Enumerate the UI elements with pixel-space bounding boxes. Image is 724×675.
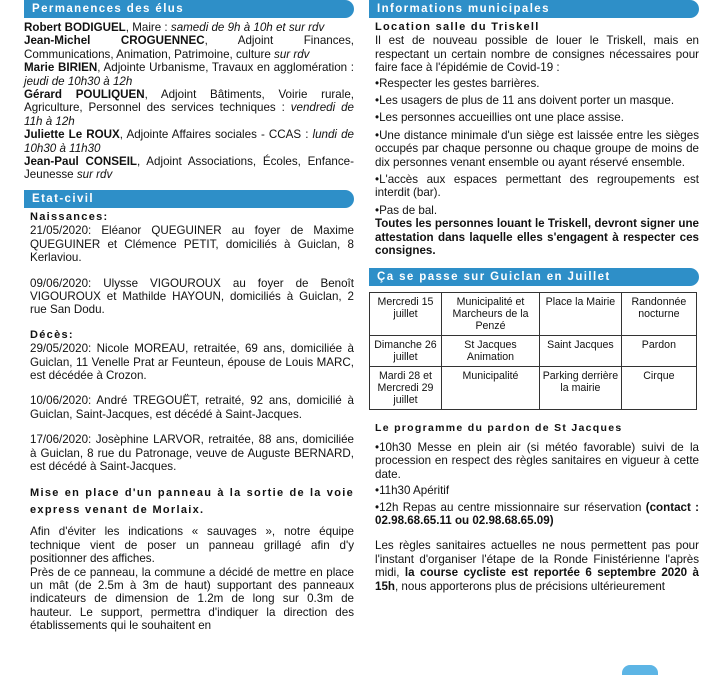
elu-schedule: sur rdv bbox=[274, 47, 310, 61]
panneau-paragraph-1: Afin d'éviter les indications « sauvages », notre équipe technique vient de poser un panneau grillagé afin d'y positionner des affiches. bbox=[30, 525, 354, 566]
deces-entry: 17/06/2020: Josèphine LARVOR, retraitée, 88 ans, domiciliée à Guiclan, 8 rue du Patronage, veuve de Auguste BERNARD, est décédé à Saint-Jacques. bbox=[30, 433, 354, 473]
naissances-heading: Naissances: bbox=[30, 210, 109, 223]
table-cell: Mercredi 15 juillet bbox=[370, 292, 442, 335]
deces-heading: Décès: bbox=[30, 328, 74, 341]
table-cell: Parking derrière la mairie bbox=[540, 366, 622, 409]
elu-schedule: lundi de 10h30 à 11h30 bbox=[24, 128, 354, 155]
table-row bbox=[370, 366, 697, 409]
elu-role: , Adjoint Bâtiments, Voirie rurale, Agriculture, Personnel des services techniques : bbox=[24, 88, 354, 115]
pardon-content bbox=[369, 422, 699, 593]
pardon-item: •11h30 Apéritif bbox=[375, 484, 450, 498]
permanence-entry bbox=[24, 155, 354, 182]
table-cell: St Jacques Animation bbox=[441, 335, 539, 366]
bullet-icon: • bbox=[375, 484, 380, 498]
pardon-item: •12h Repas au centre missionnaire sur réservation (contact : 02.98.68.65.11 ou 02.98.68.65.09) bbox=[375, 500, 699, 527]
elu-schedule: jeudi de 10h30 à 12h bbox=[24, 74, 133, 88]
table-cell: Place la Mairie bbox=[540, 292, 622, 335]
elu-name: Gérard POULIQUEN bbox=[24, 88, 145, 102]
permanence-entry bbox=[24, 128, 354, 155]
bullet-icon: • bbox=[375, 440, 380, 454]
table-cell: Mardi 28 et Mercredi 29 juillet bbox=[370, 366, 442, 409]
location-intro: Il est de nouveau possible de louer le Triskell, mais en respectant un certain nombre de consignes nécessaires pour faire face à l'épidémie de Covid-19 : bbox=[375, 34, 699, 75]
deces-entry: 29/05/2020: Nicole MOREAU, retraitée, 69 ans, domiciliée à Guiclan, 11 Venelle Prat ar Feunteun, épouse de Louis MARC, est décédée à Crozon. bbox=[30, 342, 354, 382]
pardon-contact: (contact : 02.98.68.65.11 ou 02.98.68.65.09) bbox=[375, 500, 699, 527]
juillet-banner: Ça se passe sur Guiclan en Juillet bbox=[369, 268, 699, 286]
juillet-events-table bbox=[369, 292, 697, 410]
panneau-heading: Mise en place d'un panneau à la sortie de la voie express venant de Morlaix. bbox=[30, 487, 354, 517]
etat-civil-banner: Etat-civil bbox=[24, 190, 354, 208]
triskell-notice: Toutes les personnes louant le Triskell, devront signer une attestation dans laquelle elles s'engagent à respecter ces consignes. bbox=[375, 217, 699, 258]
elu-schedule: samedi de 9h à 10h et sur rdv bbox=[170, 21, 325, 34]
permanence-entry bbox=[24, 88, 354, 128]
panneau-paragraph-2: Près de ce panneau, la commune a décidé de mettre en place un mât (de 2.5m à 3m de haut) supportant des panneaux indicateurs de dimension de 1.2m de long sur 0.3m de hauteur. Le support, permettra d'indiquer la direction des établissements qui le souhaitent en bbox=[30, 565, 354, 633]
infos-banner: Informations municipales bbox=[369, 0, 699, 18]
table-cell: Randonnée nocturne bbox=[621, 292, 696, 335]
elu-name: Jean-Michel CROGUENNEC bbox=[24, 34, 205, 48]
permanences-list bbox=[24, 21, 354, 182]
table-row bbox=[370, 335, 697, 366]
elu-name: Robert BODIGUEL bbox=[24, 21, 126, 34]
table-cell: Saint Jacques bbox=[540, 335, 622, 366]
right-column bbox=[369, 0, 699, 593]
elu-schedule: sur rdv bbox=[76, 168, 113, 182]
elu-role: , Adjoint Associations, Écoles, Enfance-Jeunesse bbox=[24, 155, 354, 182]
left-column bbox=[24, 0, 354, 633]
pardon-item: •10h30 Messe en plein air (si météo favorable) suivi de la procession en respect des règles sanitaires en vigueur à cette date. bbox=[375, 440, 699, 481]
elu-name: Marie BIRIEN bbox=[24, 61, 98, 75]
table-cell: Municipalité et Marcheurs de la Penzé bbox=[441, 292, 539, 335]
list-item: •Une distance minimale d'un siège est laissée entre les sièges occupés par chaque personne ou chaque groupe de moins de dix personnes venant ensemble ou ayant réservé ensemble. bbox=[375, 128, 699, 169]
bullet-icon: • bbox=[375, 173, 380, 187]
bullet-icon: • bbox=[375, 76, 380, 90]
permanence-entry bbox=[24, 61, 354, 88]
list-item: •Respecter les gestes barrières. bbox=[375, 76, 540, 90]
infos-content bbox=[369, 21, 699, 258]
elu-name: Jean-Paul CONSEIL bbox=[24, 155, 138, 169]
elu-role: , Adjoint Finances, Communications, Animation, Patrimoine, culture bbox=[24, 34, 354, 61]
permanence-entry bbox=[24, 21, 354, 34]
naissance-entry: 21/05/2020: Eléanor QUEGUINER au foyer de Maxime QUEGUINER et Clémence PETIT, domiciliés à Guiclan, 8 Kerlaviou. bbox=[30, 224, 354, 265]
elu-role: , Adjointe Urbanisme, Travaux en agglomération : bbox=[97, 61, 354, 75]
permanence-entry bbox=[24, 34, 354, 61]
elu-role: , Adjointe Affaires sociales - CCAS : bbox=[119, 128, 313, 142]
table-cell: Municipalité bbox=[441, 366, 539, 409]
decorative-strip bbox=[622, 665, 658, 675]
bullet-icon: • bbox=[375, 500, 380, 514]
deces-entry: 10/06/2020: André TREGOUËT, retraité, 92 ans, domicilié à Guiclan, Saint-Jacques, est décédé à Saint-Jacques. bbox=[30, 394, 354, 421]
location-heading: Location salle du Triskell bbox=[375, 21, 540, 33]
bullet-icon: • bbox=[375, 111, 380, 125]
permanences-banner: Permanences des élus bbox=[24, 0, 354, 18]
list-item: •Pas de bal. bbox=[375, 203, 438, 217]
pardon-closing: Les règles sanitaires actuelles ne nous permettent pas pour l'instant d'organiser l'étape de la Ronde Finistérienne l'après midi, la course cycliste est reportée 6 septembre 2020 à 15h, nous apporterons plus de précisions ultérieurement bbox=[375, 539, 699, 593]
list-item: •L'accès aux espaces permettant des regroupements est interdit (bar). bbox=[375, 173, 699, 200]
list-item: •Les usagers de plus de 11 ans doivent porter un masque. bbox=[375, 94, 675, 108]
pardon-heading: Le programme du pardon de St Jacques bbox=[375, 421, 623, 434]
consignes-list bbox=[375, 77, 699, 218]
elu-schedule: vendredi de 11h à 12h bbox=[24, 101, 354, 128]
table-row bbox=[370, 292, 697, 335]
bullet-icon: • bbox=[375, 203, 380, 217]
table-cell: Cirque bbox=[621, 366, 696, 409]
naissance-entry: 09/06/2020: Ulysse VIGOUROUX au foyer de Benoît VIGOUROUX et Mathilde HAYOUN, domiciliés à Guiclan, 2 rue San Dodu. bbox=[30, 276, 354, 317]
elu-name: Juliette Le ROUX bbox=[24, 128, 120, 142]
table-cell: Dimanche 26 juillet bbox=[370, 335, 442, 366]
bullet-icon: • bbox=[375, 128, 380, 142]
bullet-icon: • bbox=[375, 94, 380, 108]
list-item: •Les personnes accueillies ont une place assise. bbox=[375, 111, 624, 125]
elu-role: , Maire : bbox=[125, 21, 171, 34]
table-cell: Pardon bbox=[621, 335, 696, 366]
etat-civil-content bbox=[24, 211, 354, 633]
